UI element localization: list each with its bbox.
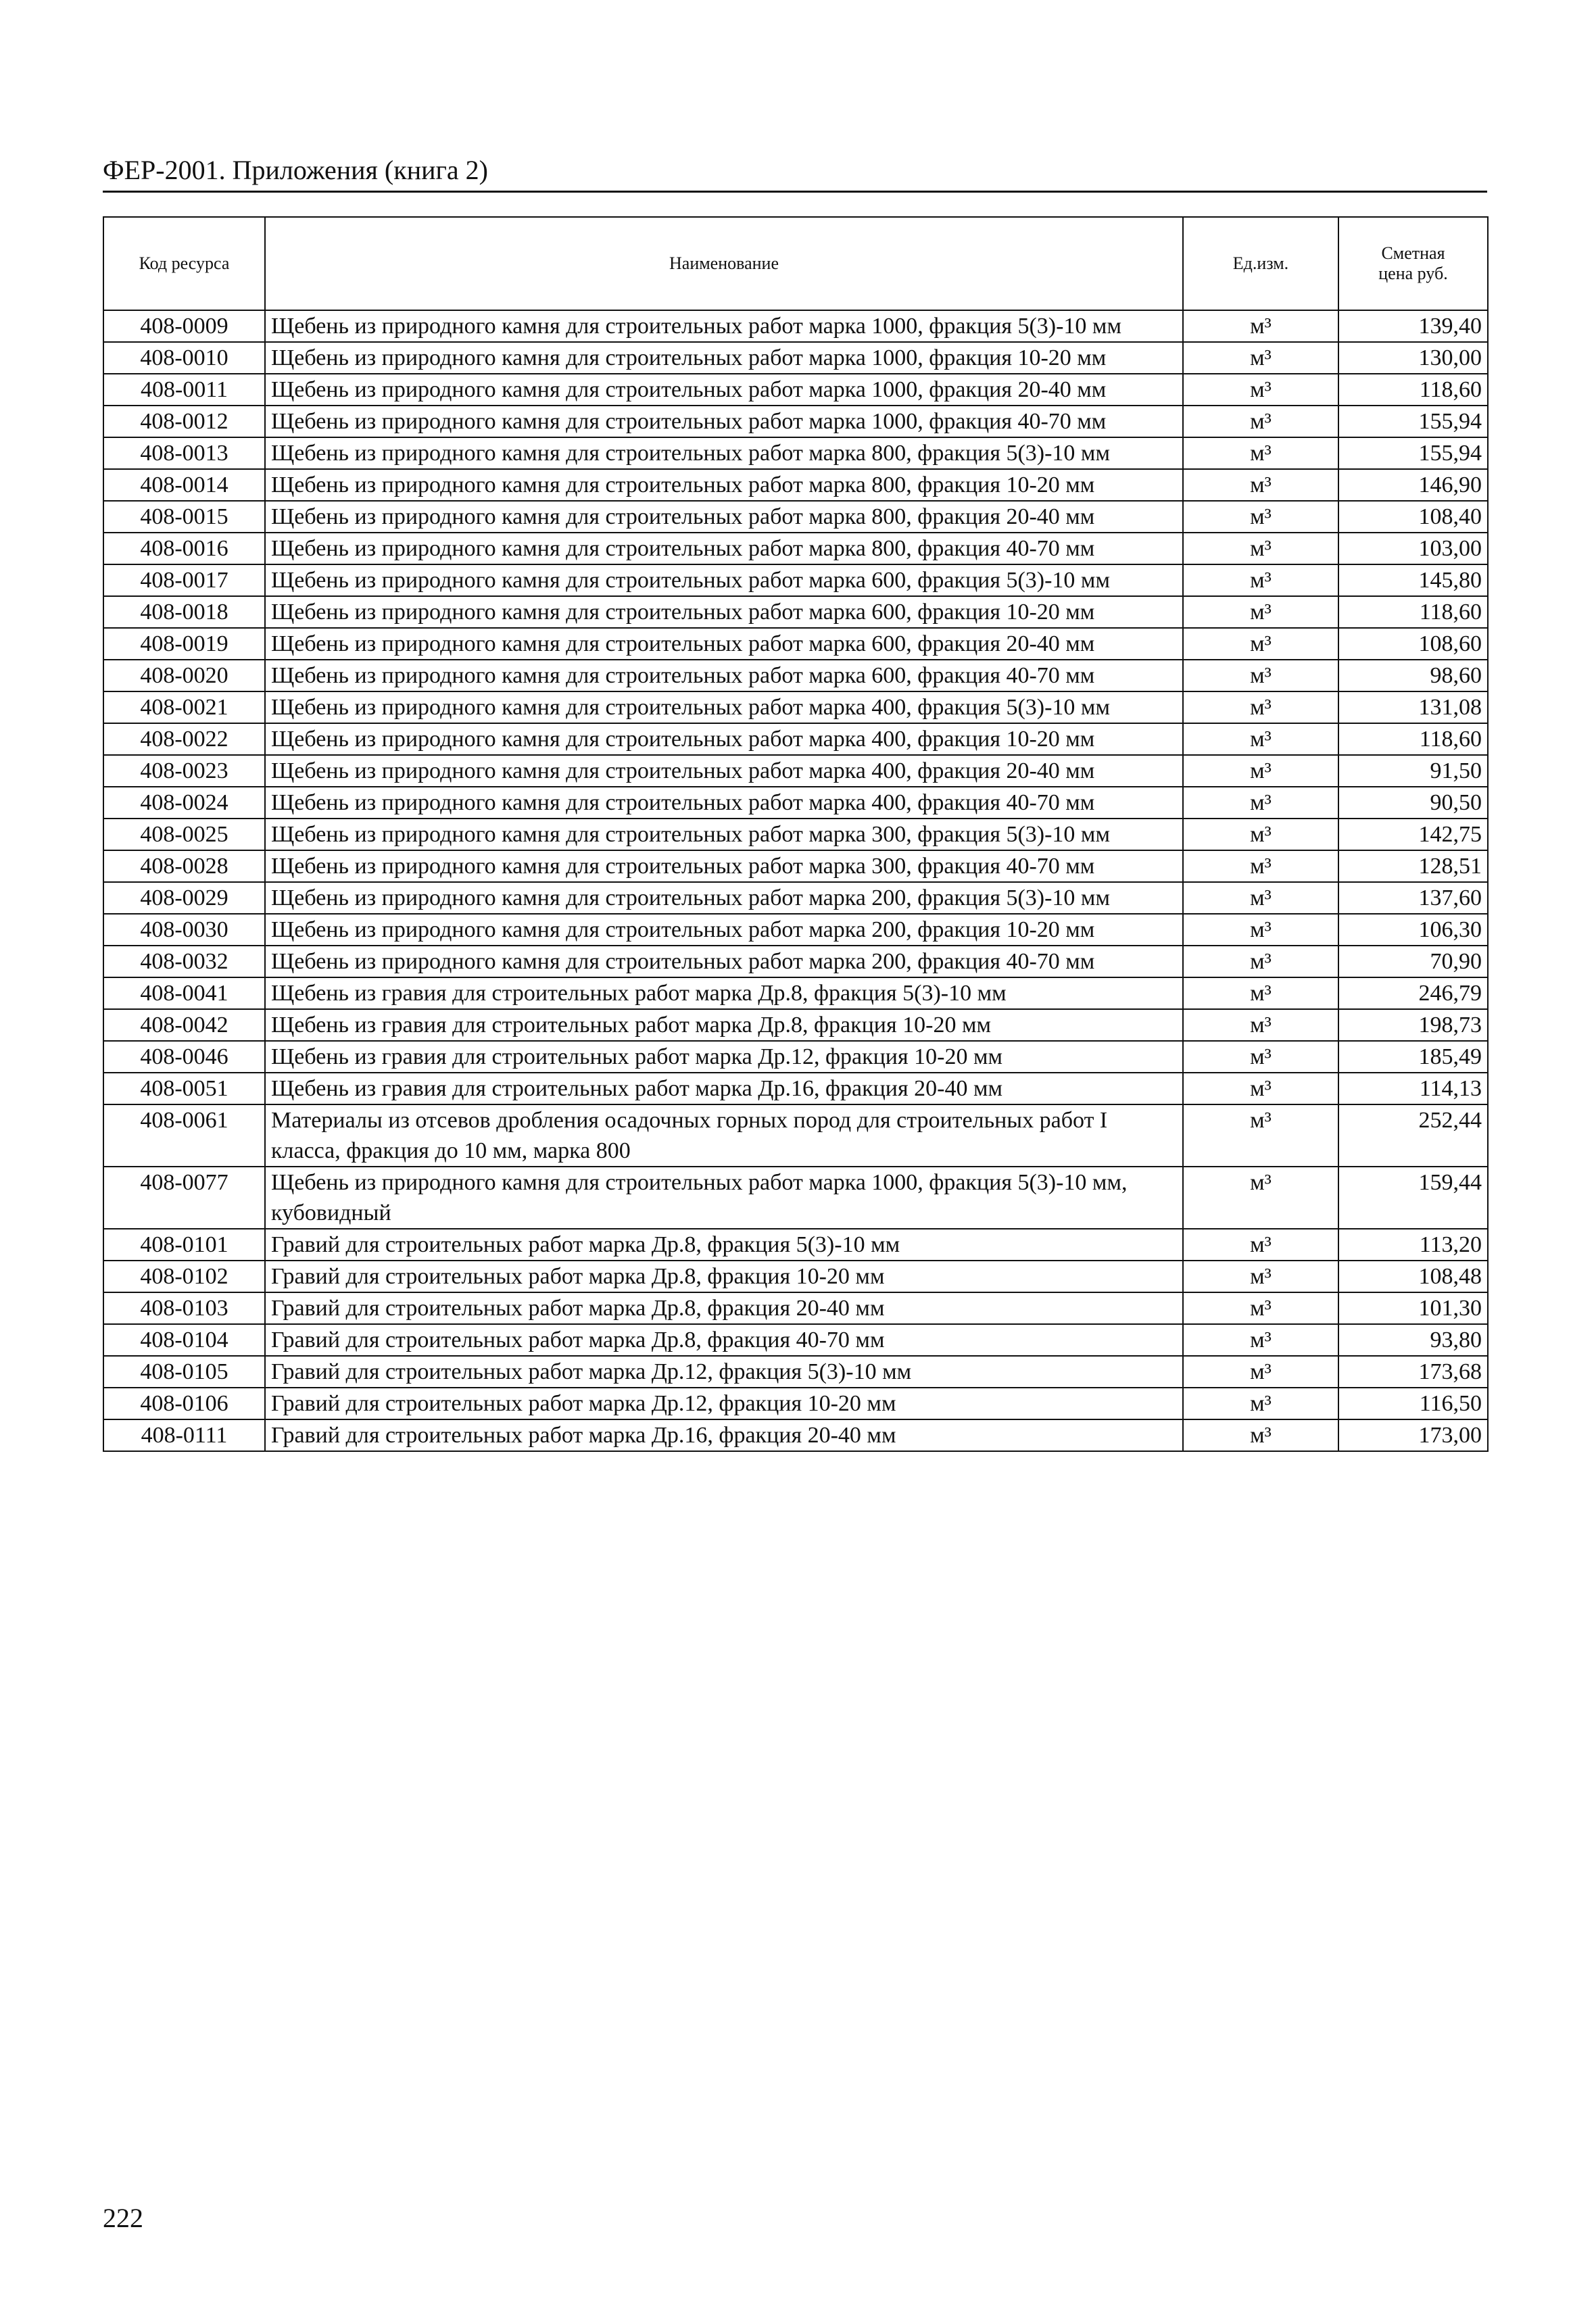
unit-cell: м³: [1183, 1167, 1338, 1229]
price-cell: 159,44: [1338, 1167, 1488, 1229]
price-cell: 139,40: [1338, 310, 1488, 342]
table-row: [103, 850, 1488, 882]
resource-code-cell: 408-0028: [103, 850, 265, 882]
table-row: [103, 1324, 1488, 1356]
resource-name-cell: Щебень из гравия для строительных работ марка Др.8, фракция 5(3)-10 мм: [265, 977, 1183, 1009]
unit-cell: м³: [1183, 946, 1338, 977]
price-cell: 173,00: [1338, 1419, 1488, 1451]
unit-cell: м³: [1183, 723, 1338, 755]
resource-code-cell: 408-0046: [103, 1041, 265, 1073]
resource-code-cell: 408-0025: [103, 819, 265, 850]
price-cell: 118,60: [1338, 596, 1488, 628]
table-row: [103, 437, 1488, 469]
table-row: [103, 1167, 1488, 1229]
resource-code-cell: 408-0103: [103, 1292, 265, 1324]
unit-cell: м³: [1183, 691, 1338, 723]
unit-cell: м³: [1183, 1261, 1338, 1292]
price-cell: 101,30: [1338, 1292, 1488, 1324]
resource-code-cell: 408-0019: [103, 628, 265, 660]
resource-code-cell: 408-0032: [103, 946, 265, 977]
price-cell: 108,40: [1338, 501, 1488, 533]
page-number: 222: [103, 2203, 143, 2233]
column-header-name: Наименование: [265, 217, 1183, 310]
price-cell: 155,94: [1338, 437, 1488, 469]
table-row: [103, 406, 1488, 437]
resource-name-cell: Щебень из природного камня для строительных работ марка 1000, фракция 5(3)-10 мм: [265, 310, 1183, 342]
unit-cell: м³: [1183, 374, 1338, 406]
page-header-title: ФЕР-2001. Приложения (книга 2): [103, 155, 488, 185]
resource-name-cell: Щебень из природного камня для строительных работ марка 800, фракция 5(3)-10 мм: [265, 437, 1183, 469]
resource-price-table: [103, 216, 1489, 1452]
price-cell: 173,68: [1338, 1356, 1488, 1388]
price-cell: 98,60: [1338, 660, 1488, 691]
table-row: [103, 882, 1488, 914]
price-cell: 246,79: [1338, 977, 1488, 1009]
price-cell: 93,80: [1338, 1324, 1488, 1356]
table-row: [103, 1009, 1488, 1041]
header-divider: [103, 191, 1487, 193]
price-cell: 145,80: [1338, 564, 1488, 596]
table-row: [103, 1104, 1488, 1167]
table-row: [103, 787, 1488, 819]
resource-code-cell: 408-0021: [103, 691, 265, 723]
table-row: [103, 1356, 1488, 1388]
resource-code-cell: 408-0042: [103, 1009, 265, 1041]
column-header-unit: Ед.изм.: [1183, 217, 1338, 310]
price-cell: 91,50: [1338, 755, 1488, 787]
resource-code-cell: 408-0024: [103, 787, 265, 819]
unit-cell: м³: [1183, 660, 1338, 691]
resource-code-cell: 408-0104: [103, 1324, 265, 1356]
resource-code-cell: 408-0030: [103, 914, 265, 946]
unit-cell: м³: [1183, 628, 1338, 660]
resource-name-cell: Щебень из природного камня для строительных работ марка 200, фракция 40-70 мм: [265, 946, 1183, 977]
unit-cell: м³: [1183, 1292, 1338, 1324]
resource-name-cell: Щебень из природного камня для строительных работ марка 600, фракция 40-70 мм: [265, 660, 1183, 691]
price-cell: 198,73: [1338, 1009, 1488, 1041]
resource-code-cell: 408-0105: [103, 1356, 265, 1388]
resource-code-cell: 408-0014: [103, 469, 265, 501]
unit-cell: м³: [1183, 1104, 1338, 1167]
resource-name-cell: Щебень из природного камня для строительных работ марка 800, фракция 10-20 мм: [265, 469, 1183, 501]
resource-code-cell: 408-0011: [103, 374, 265, 406]
table-row: [103, 533, 1488, 564]
resource-code-cell: 408-0101: [103, 1229, 265, 1261]
resource-code-cell: 408-0051: [103, 1073, 265, 1104]
resource-code-cell: 408-0010: [103, 342, 265, 374]
unit-cell: м³: [1183, 501, 1338, 533]
column-header-price-label: Сметная цена руб.: [1378, 243, 1448, 283]
price-cell: 118,60: [1338, 723, 1488, 755]
table-row: [103, 374, 1488, 406]
price-cell: 70,90: [1338, 946, 1488, 977]
unit-cell: м³: [1183, 564, 1338, 596]
resource-name-cell: Гравий для строительных работ марка Др.8, фракция 5(3)-10 мм: [265, 1229, 1183, 1261]
resource-code-cell: 408-0013: [103, 437, 265, 469]
table-row: [103, 564, 1488, 596]
table-row: [103, 469, 1488, 501]
unit-cell: м³: [1183, 850, 1338, 882]
table-row: [103, 628, 1488, 660]
resource-code-cell: 408-0012: [103, 406, 265, 437]
resource-name-cell: Гравий для строительных работ марка Др.12, фракция 10-20 мм: [265, 1388, 1183, 1419]
price-cell: 130,00: [1338, 342, 1488, 374]
unit-cell: м³: [1183, 437, 1338, 469]
resource-name-cell: Щебень из природного камня для строительных работ марка 1000, фракция 5(3)-10 мм, кубовидный: [265, 1167, 1183, 1229]
table-row: [103, 1292, 1488, 1324]
resource-name-cell: Щебень из природного камня для строительных работ марка 600, фракция 5(3)-10 мм: [265, 564, 1183, 596]
resource-name-cell: Гравий для строительных работ марка Др.8, фракция 20-40 мм: [265, 1292, 1183, 1324]
price-cell: 146,90: [1338, 469, 1488, 501]
price-cell: 155,94: [1338, 406, 1488, 437]
resource-name-cell: Щебень из природного камня для строительных работ марка 1000, фракция 10-20 мм: [265, 342, 1183, 374]
resource-code-cell: 408-0106: [103, 1388, 265, 1419]
price-cell: 114,13: [1338, 1073, 1488, 1104]
table-row: [103, 1261, 1488, 1292]
unit-cell: м³: [1183, 1041, 1338, 1073]
unit-cell: м³: [1183, 1229, 1338, 1261]
table-row: [103, 310, 1488, 342]
resource-code-cell: 408-0111: [103, 1419, 265, 1451]
resource-name-cell: Щебень из природного камня для строительных работ марка 300, фракция 40-70 мм: [265, 850, 1183, 882]
resource-code-cell: 408-0018: [103, 596, 265, 628]
table-row: [103, 946, 1488, 977]
table-row: [103, 1229, 1488, 1261]
price-cell: 142,75: [1338, 819, 1488, 850]
unit-cell: м³: [1183, 469, 1338, 501]
price-cell: 108,48: [1338, 1261, 1488, 1292]
unit-cell: м³: [1183, 310, 1338, 342]
unit-cell: м³: [1183, 406, 1338, 437]
resource-code-cell: 408-0061: [103, 1104, 265, 1167]
table-row: [103, 755, 1488, 787]
table-row: [103, 819, 1488, 850]
unit-cell: м³: [1183, 1324, 1338, 1356]
unit-cell: м³: [1183, 1419, 1338, 1451]
unit-cell: м³: [1183, 1388, 1338, 1419]
resource-name-cell: Гравий для строительных работ марка Др.8, фракция 10-20 мм: [265, 1261, 1183, 1292]
table-row: [103, 1419, 1488, 1451]
table-row: [103, 501, 1488, 533]
resource-name-cell: Щебень из природного камня для строительных работ марка 300, фракция 5(3)-10 мм: [265, 819, 1183, 850]
resource-code-cell: 408-0017: [103, 564, 265, 596]
unit-cell: м³: [1183, 819, 1338, 850]
table-row: [103, 691, 1488, 723]
table-row: [103, 342, 1488, 374]
column-header-price: [1338, 217, 1488, 310]
resource-code-cell: 408-0077: [103, 1167, 265, 1229]
price-cell: 108,60: [1338, 628, 1488, 660]
resource-name-cell: Гравий для строительных работ марка Др.16, фракция 20-40 мм: [265, 1419, 1183, 1451]
resource-name-cell: Щебень из гравия для строительных работ марка Др.8, фракция 10-20 мм: [265, 1009, 1183, 1041]
price-cell: 103,00: [1338, 533, 1488, 564]
resource-name-cell: Материалы из отсевов дробления осадочных горных пород для строительных работ I класса, фракция до 10 мм, марка 800: [265, 1104, 1183, 1167]
table-row: [103, 914, 1488, 946]
resource-name-cell: Щебень из природного камня для строительных работ марка 800, фракция 20-40 мм: [265, 501, 1183, 533]
price-cell: 113,20: [1338, 1229, 1488, 1261]
table-row: [103, 596, 1488, 628]
resource-code-cell: 408-0023: [103, 755, 265, 787]
table-row: [103, 1388, 1488, 1419]
unit-cell: м³: [1183, 1073, 1338, 1104]
resource-code-cell: 408-0022: [103, 723, 265, 755]
resource-code-cell: 408-0016: [103, 533, 265, 564]
price-cell: 185,49: [1338, 1041, 1488, 1073]
resource-code-cell: 408-0020: [103, 660, 265, 691]
price-cell: 106,30: [1338, 914, 1488, 946]
unit-cell: м³: [1183, 533, 1338, 564]
resource-code-cell: 408-0015: [103, 501, 265, 533]
resource-name-cell: Щебень из природного камня для строительных работ марка 600, фракция 10-20 мм: [265, 596, 1183, 628]
price-cell: 118,60: [1338, 374, 1488, 406]
unit-cell: м³: [1183, 787, 1338, 819]
resource-name-cell: Щебень из природного камня для строительных работ марка 1000, фракция 20-40 мм: [265, 374, 1183, 406]
table-row: [103, 660, 1488, 691]
resource-name-cell: Щебень из природного камня для строительных работ марка 200, фракция 10-20 мм: [265, 914, 1183, 946]
table-row: [103, 1041, 1488, 1073]
price-cell: 252,44: [1338, 1104, 1488, 1167]
resource-name-cell: Гравий для строительных работ марка Др.8, фракция 40-70 мм: [265, 1324, 1183, 1356]
unit-cell: м³: [1183, 882, 1338, 914]
resource-name-cell: Щебень из природного камня для строительных работ марка 600, фракция 20-40 мм: [265, 628, 1183, 660]
resource-name-cell: Щебень из гравия для строительных работ марка Др.12, фракция 10-20 мм: [265, 1041, 1183, 1073]
resource-name-cell: Щебень из природного камня для строительных работ марка 400, фракция 10-20 мм: [265, 723, 1183, 755]
table-body: [103, 310, 1488, 1451]
unit-cell: м³: [1183, 1356, 1338, 1388]
resource-name-cell: Щебень из природного камня для строительных работ марка 200, фракция 5(3)-10 мм: [265, 882, 1183, 914]
table-row: [103, 977, 1488, 1009]
unit-cell: м³: [1183, 977, 1338, 1009]
resource-name-cell: Щебень из природного камня для строительных работ марка 400, фракция 20-40 мм: [265, 755, 1183, 787]
price-cell: 131,08: [1338, 691, 1488, 723]
resource-code-cell: 408-0029: [103, 882, 265, 914]
resource-code-cell: 408-0041: [103, 977, 265, 1009]
table-row: [103, 723, 1488, 755]
table-header-row: [103, 217, 1488, 310]
table-row: [103, 1073, 1488, 1104]
resource-code-cell: 408-0009: [103, 310, 265, 342]
resource-name-cell: Щебень из природного камня для строительных работ марка 400, фракция 40-70 мм: [265, 787, 1183, 819]
unit-cell: м³: [1183, 596, 1338, 628]
resource-name-cell: Щебень из гравия для строительных работ марка Др.16, фракция 20-40 мм: [265, 1073, 1183, 1104]
price-cell: 128,51: [1338, 850, 1488, 882]
unit-cell: м³: [1183, 914, 1338, 946]
resource-name-cell: Щебень из природного камня для строительных работ марка 800, фракция 40-70 мм: [265, 533, 1183, 564]
resource-name-cell: Щебень из природного камня для строительных работ марка 400, фракция 5(3)-10 мм: [265, 691, 1183, 723]
column-header-code: Код ресурса: [103, 217, 265, 310]
unit-cell: м³: [1183, 342, 1338, 374]
resource-name-cell: Гравий для строительных работ марка Др.12, фракция 5(3)-10 мм: [265, 1356, 1183, 1388]
resource-code-cell: 408-0102: [103, 1261, 265, 1292]
resource-name-cell: Щебень из природного камня для строительных работ марка 1000, фракция 40-70 мм: [265, 406, 1183, 437]
price-cell: 90,50: [1338, 787, 1488, 819]
price-cell: 137,60: [1338, 882, 1488, 914]
price-cell: 116,50: [1338, 1388, 1488, 1419]
unit-cell: м³: [1183, 1009, 1338, 1041]
unit-cell: м³: [1183, 755, 1338, 787]
